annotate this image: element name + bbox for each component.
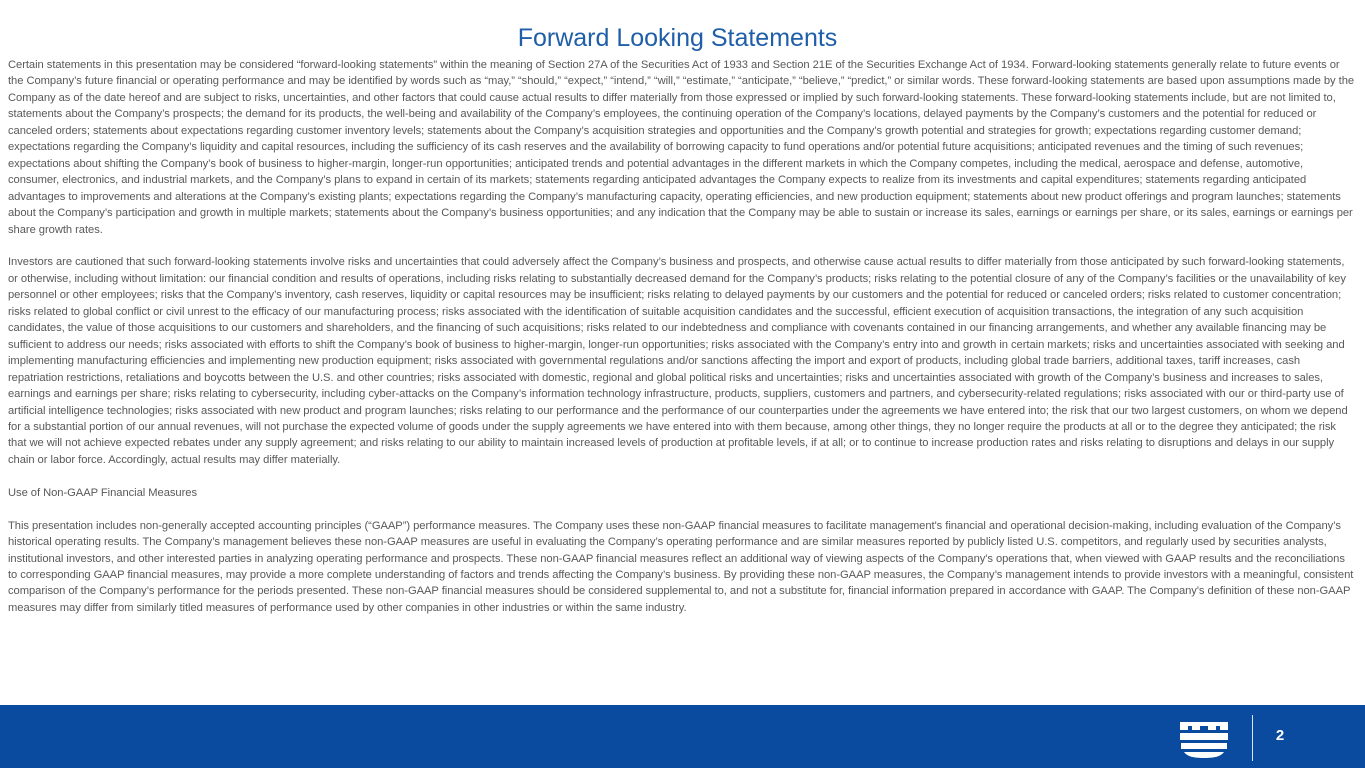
footer-bar (0, 705, 1365, 768)
company-logo-icon (1179, 721, 1229, 759)
section-heading-non-gaap: Use of Non-GAAP Financial Measures (8, 486, 197, 499)
paragraph-forward-looking: Certain statements in this presentation may be considered “forward-looking statements” within the meaning of Section 27A of the Securities Act of 1933 and Section 21E of the Securities Exchange Act of 1934. Forward-looking statements generally relate to future events or the Company’s future financial or operating performance and may be identified by words such as “may,” “should,” “expect,” “intend,” “will,” “estimate,” “anticipate,” “believe,” “predict,” or similar words. These forward-looking statements are based upon assumptions made by the Company as of the date hereof and are subject to risks, uncertainties, and other factors that could cause actual results to differ materially from those expressed or implied by such forward-looking statements. These forward-looking statements include, but are not limited to, statements about the Company’s prospects; the demand for its products, the well-being and availability of the Company’s employees, the continuing operation of the Company’s locations, delayed payments by the Company’s customers and the potential for reduced or canceled orders; statements about expectations regarding customer inventory levels; statements about the Company’s acquisition strategies and opportunities and the Company’s growth potential and strategies for growth; expectations regarding customer demand; expectations regarding the Company’s liquidity and capital resources, including the sufficiency of its cash reserves and the availability of borrowing capacity to fund operations and/or potential future acquisitions; anticipated revenues and the timing of such revenues; expectations about shifting the Company’s book of business to higher-margin, longer-run opportunities; anticipated trends and potential advantages in the different markets in which the Company competes, including the medical, aerospace and defense, automotive, consumer, electronics, and industrial markets, and the Company’s plans to expand in certain of its markets; statements regarding anticipated advantages the Company expects to realize from its investments and capital expenditures; statements regarding anticipated advantages to improvements and alterations at the Company’s existing plants; expectations regarding the Company’s manufacturing capacity, operating efficiencies, and new production equipment; statements about new product offerings and program launches; statements about the Company’s participation and growth in multiple markets; statements about the Company’s business opportunities; and any indication that the Company may be able to sustain or increase its sales, earnings or earnings per share, or its sales, earnings or earnings per share growth rates. (8, 59, 1355, 236)
paragraph-non-gaap: This presentation includes non-generally accepted accounting principles (“GAAP”) performance measures. The Company uses these non-GAAP financial measures to facilitate management's financial and operational decision-making, including evaluation of the Company’s historical operating results. The Company’s management believes these non-GAAP measures are useful in evaluating the Company’s operating performance and are similar measures reported by publicly listed U.S. competitors, and regularly used by securities analysts, institutional investors, and other interested parties in analyzing operating performance and prospects. These non-GAAP financial measures reflect an additional way of viewing aspects of the Company's operations that, when viewed with GAAP results and the reconciliations to corresponding GAAP financial measures, may provide a more complete understanding of factors and trends affecting the Company’s business. By providing these non-GAAP measures, the Company’s management intends to provide investors with a meaningful, consistent comparison of the Company’s performance for the periods presented. These non-GAAP financial measures should be considered supplemental to, and not a substitute for, financial information prepared in accordance with GAAP. The Company's definition of these non-GAAP measures may differ from similarly titled measures of performance used by other companies in other industries or within the same industry. (8, 519, 1354, 614)
paragraph-risk-cautions: Investors are cautioned that such forward-looking statements involve risks and uncertainties that could adversely affect the Company’s business and prospects, and otherwise cause actual results to differ materially from those anticipated by such forward-looking statements, or otherwise, including without limitation: our financial condition and results of operations, including risks relating to substantially decreased demand for the Company’s products; risks relating to the potential closure of any of the Company’s facilities or the unavailability of key personnel or other employees; risks that the Company’s inventory, cash reserves, liquidity or capital resources may be insufficient; risks relating to delayed payments by our customers and the potential for reduced or canceled orders; risks related to customer concentration; risks related to global conflict or civil unrest to the efficacy of our manufacturing process; risks associated with the identification of suitable acquisition candidates and the successful, efficient execution of acquisition transactions, the integration of any such acquisition candidates, the value of those acquisitions to our customers and shareholders, and the financing of such acquisitions; risks related to our indebtedness and compliance with covenants contained in our financing arrangements, and whether any available financing may be sufficient to address our needs; risks associated with efforts to shift the Company’s book of business to higher-margin, longer-run opportunities; risks associated with the Company’s entry into and growth in certain markets; risks and uncertainties associated with seeking and implementing manufacturing efficiencies and implementing new production equipment; risks associated with governmental regulations and/or sanctions affecting the import and export of products, including global trade barriers, additional taxes, tariff increases, cash repatriation restrictions, retaliations and boycotts between the U.S. and other countries; risks associated with domestic, regional and global political risks and uncertainties; risks and uncertainties associated with growth of the Company’s business and increases to sales, earnings and earnings per share; risks relating to cybersecurity, including cyber-attacks on the Company’s information technology infrastructure, products, suppliers, customers and partners, and cybersecurity-related regulations; risks associated with our or third-party use of artificial intelligence technologies; risks associated with new product and program launches; risks relating to our performance and the performance of our counterparties under the agreements we have entered into; the risk that our two largest customers, on whom we depend for a substantial portion of our annual revenues, will not purchase the expected volume of goods under the supply agreements we have entered into with them because, among other things, they no longer require the products at all or to the degree they anticipated; the risk that we will not achieve expected rebates under any supply agreement; and risks relating to our ability to maintain increased levels of production at profitable levels, if at all; or to continue to increase production rates and risks relating to disruptions and delays in our supply chain or labor force. Accordingly, actual results may differ materially. (8, 256, 1348, 466)
page-number: 2 (1275, 727, 1285, 744)
footer-divider (1252, 715, 1253, 761)
slide-body (8, 57, 1356, 633)
slide-title: Forward Looking Statements (517, 23, 838, 52)
